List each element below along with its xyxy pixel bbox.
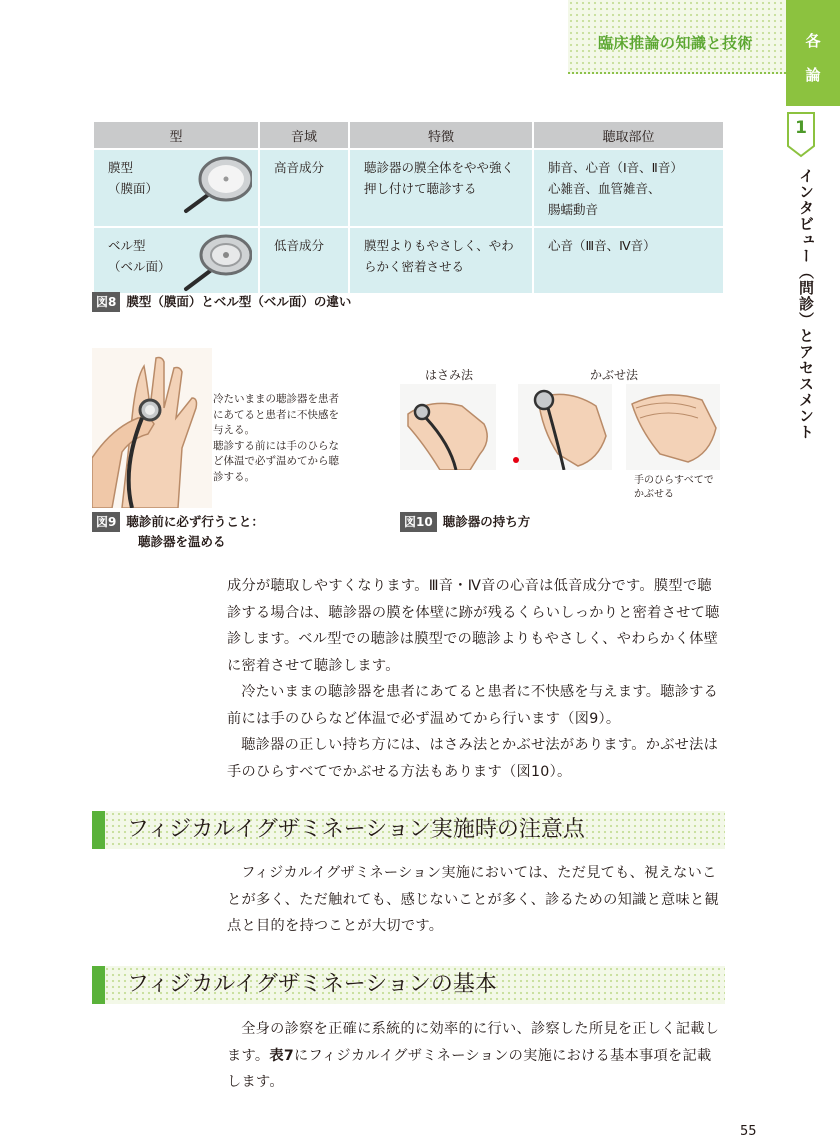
fig9-caption-line2: 聴診器を温める — [138, 534, 226, 549]
chapter-tab — [786, 0, 840, 106]
fig10-note-line: 手のひらすべてで — [634, 475, 714, 486]
fig9-note-line: 与える。 — [213, 424, 255, 436]
feature-cell: 膜型よりもやさしく、やわらかく密着させる — [350, 228, 532, 293]
section-heading — [92, 811, 725, 849]
chapter-tab-char-2: 論 — [805, 66, 821, 84]
col-header-site: 聴取部位 — [534, 122, 723, 148]
method-b-label: かぶせ法 — [590, 368, 639, 382]
type-cell — [94, 150, 258, 226]
fig9-note-line: 冷たいままの聴診器を患者 — [213, 393, 339, 405]
paragraph-text: にフィジカルイグザミネーションの実施における基本事項を記載します。 — [227, 1047, 712, 1090]
paragraph-text: 全身の診察を正確に系統的に効率的に行い、診察した所見を正しく記載します。 — [227, 1021, 720, 1064]
cover-grip-illustration — [518, 384, 612, 470]
method-a-label: はさみ法 — [425, 368, 474, 382]
section-text — [227, 860, 725, 940]
palm-cover-grip-illustration — [626, 384, 720, 470]
section-number: 1 — [795, 118, 807, 138]
section-heading-title: フィジカルイグザミネーションの基本 — [127, 972, 497, 997]
paragraph: 成分が聴取しやすくなります。Ⅲ音・Ⅳ音の心音は低音成分です。膜型で聴診する場合は、聴診器の膜を体壁に跡が残るくらいしっかりと密着させて聴診します。ベル型での聴診は膜型での聴診よりもやさしく、やわらかく体壁に密着させて聴診します。 — [227, 578, 720, 674]
running-title: 臨床推論の知識と技術 — [598, 34, 754, 52]
col-header-range: 音域 — [260, 122, 348, 148]
heading-accent-bar — [92, 966, 105, 1004]
type-subname: （ベル面） — [108, 259, 171, 274]
site-line: 肺音、心音（Ⅰ音、Ⅱ音） — [548, 160, 683, 175]
fig9-label: 図9 — [92, 512, 120, 532]
fig8-caption — [92, 292, 351, 312]
paragraph: 聴診器の正しい持ち方には、はさみ法とかぶせ法があります。かぶせ法は手のひらすべてでかぶせる方法もあります（図10）。 — [227, 737, 719, 780]
type-subname: （膜面） — [108, 181, 159, 196]
site-line: 腸蠕動音 — [548, 202, 599, 217]
table-reference: 表7 — [269, 1047, 294, 1064]
fig8-caption-text: 膜型（膜面）とベル型（ベル面）の違い — [126, 294, 352, 309]
fig9-caption — [92, 512, 264, 552]
paragraph: 冷たいままの聴診器を患者にあてると患者に不快感を与えます。聴診する前には手のひらなど体温で必ず温めてから行います（図9）。 — [227, 684, 719, 727]
table-header-row — [94, 122, 723, 148]
site-line: 心音（Ⅲ音、Ⅳ音） — [548, 238, 656, 253]
page-number: 55 — [740, 1124, 757, 1139]
body-text — [227, 573, 725, 785]
diaphragm-stethoscope-icon — [182, 155, 252, 215]
fig9-note-line: ど体温で必ず温めてから聴 — [213, 455, 339, 467]
col-header-type: 型 — [94, 122, 258, 148]
stethoscope-table — [92, 120, 725, 295]
feature-cell: 聴診器の膜全体をやや強く押し付けて聴診する — [350, 150, 532, 226]
fig9-note — [213, 392, 363, 485]
section-title-vertical: インタビュー（問診）とアセスメント — [797, 168, 815, 440]
fig9-note-line: 聴診する前には手のひらな — [213, 439, 339, 452]
fig9-note-line: にあてると患者に不快感を — [213, 408, 339, 421]
paragraph — [227, 1016, 725, 1096]
type-name: ベル型 — [108, 238, 146, 253]
fig10-note-line: かぶせる — [634, 489, 674, 500]
fig10-note — [634, 474, 714, 502]
fig10-caption-text: 聴診器の持ち方 — [442, 514, 531, 529]
section-text — [227, 1016, 725, 1096]
chapter-tab-char-1: 各 — [805, 32, 821, 50]
fig10-caption — [400, 512, 530, 532]
table-row — [94, 150, 723, 226]
warming-stethoscope-illustration — [92, 348, 212, 508]
section-heading-title: フィジカルイグザミネーション実施時の注意点 — [127, 817, 585, 842]
bell-stethoscope-icon — [182, 233, 252, 293]
site-cell — [534, 150, 723, 226]
red-dot-icon — [512, 456, 520, 464]
type-cell — [94, 228, 258, 293]
fig9-caption-line1: 聴診前に必ず行うこと： — [126, 514, 264, 529]
fig10-label: 図10 — [400, 512, 437, 532]
section-heading — [92, 966, 725, 1004]
scissor-grip-illustration — [400, 384, 496, 470]
table-row — [94, 228, 723, 293]
col-header-feature: 特徴 — [350, 122, 532, 148]
paragraph: フィジカルイグザミネーション実施においては、ただ見ても、視えないことが多く、ただ触れても、感じないことが多く、診るための知識と意味と観点と目的を持つことが大切です。 — [227, 865, 720, 934]
fig9-note-line: 診する。 — [213, 470, 255, 483]
site-line: 心雑音、血管雑音、 — [548, 181, 661, 196]
type-name: 膜型 — [108, 160, 134, 175]
range-cell: 高音成分 — [260, 150, 348, 226]
site-cell — [534, 228, 723, 293]
heading-accent-bar — [92, 811, 105, 849]
fig8-label: 図8 — [92, 292, 120, 312]
range-cell: 低音成分 — [260, 228, 348, 293]
